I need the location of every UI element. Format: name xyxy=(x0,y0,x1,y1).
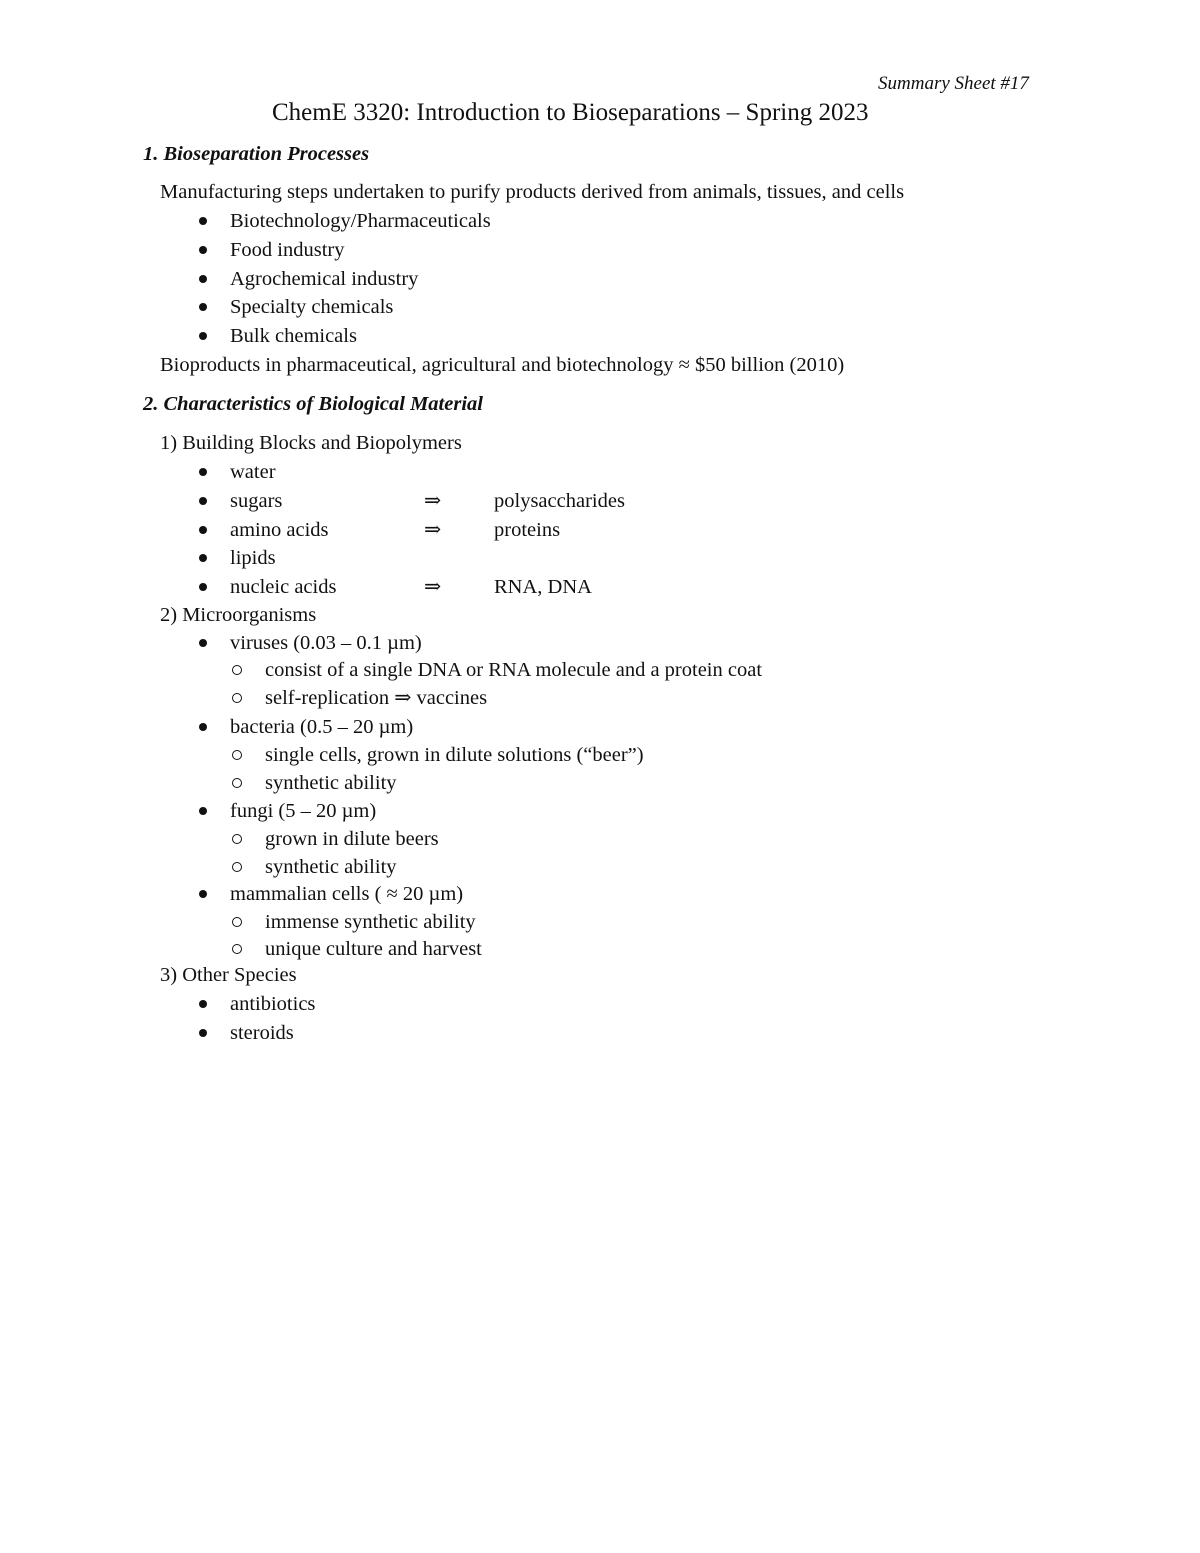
list-item: Biotechnology/Pharmaceuticals xyxy=(230,210,491,232)
hollow-bullet-icon xyxy=(232,917,242,927)
bullet-icon xyxy=(199,468,207,476)
bullet-icon xyxy=(199,303,207,311)
summary-sheet-label: Summary Sheet #17 xyxy=(878,73,1029,94)
list-subitem: immense synthetic ability xyxy=(265,911,476,933)
list-item: Agrochemical industry xyxy=(230,268,419,290)
list-item: sugars ⇒ polysaccharides xyxy=(230,490,625,512)
bullet-icon xyxy=(199,554,207,562)
subsection-label-1: 1) Building Blocks and Biopolymers xyxy=(160,432,462,454)
list-subitem: unique culture and harvest xyxy=(265,938,482,960)
document-title: ChemE 3320: Introduction to Bioseparations – Spring 2023 xyxy=(272,99,869,126)
list-subitem: synthetic ability xyxy=(265,856,397,878)
hollow-bullet-icon xyxy=(232,944,242,954)
list-subitem: synthetic ability xyxy=(265,772,397,794)
hollow-bullet-icon xyxy=(232,665,242,675)
hollow-bullet-icon xyxy=(232,862,242,872)
list-subitem: self-replication ⇒ vaccines xyxy=(265,687,488,709)
section-1-intro: Manufacturing steps undertaken to purify products derived from animals, tissues, and cells xyxy=(160,181,905,203)
list-subitem: consist of a single DNA or RNA molecule and a protein coat xyxy=(265,659,763,681)
bullet-icon xyxy=(199,275,207,283)
section-heading-1: 1. Bioseparation Processes xyxy=(143,143,370,165)
list-item: Food industry xyxy=(230,239,345,261)
list-item: viruses (0.03 – 0.1 µm) xyxy=(230,632,422,654)
list-item: lipids xyxy=(230,547,276,569)
hollow-bullet-icon xyxy=(232,693,242,703)
list-item: Bulk chemicals xyxy=(230,325,357,347)
bullet-icon xyxy=(199,723,207,731)
list-item: antibiotics xyxy=(230,993,316,1015)
list-item: steroids xyxy=(230,1022,294,1044)
list-item: water xyxy=(230,461,276,483)
list-item: Specialty chemicals xyxy=(230,296,394,318)
subsection-label-3: 3) Other Species xyxy=(160,964,297,986)
list-subitem: single cells, grown in dilute solutions (“beer”) xyxy=(265,744,644,766)
list-item: bacteria (0.5 – 20 µm) xyxy=(230,716,414,738)
bullet-icon xyxy=(199,890,207,898)
implies-arrow-icon: ⇒ xyxy=(424,519,442,541)
bullet-icon xyxy=(199,807,207,815)
list-item: fungi (5 – 20 µm) xyxy=(230,800,377,822)
bullet-icon xyxy=(199,497,207,505)
list-item: nucleic acids ⇒ RNA, DNA xyxy=(230,576,592,598)
list-item: amino acids ⇒ proteins xyxy=(230,519,561,541)
implies-arrow-icon: ⇒ xyxy=(424,576,442,598)
bullet-icon xyxy=(199,332,207,340)
bullet-icon xyxy=(199,526,207,534)
bullet-icon xyxy=(199,246,207,254)
hollow-bullet-icon xyxy=(232,778,242,788)
list-item: mammalian cells ( ≈ 20 µm) xyxy=(230,883,464,905)
hollow-bullet-icon xyxy=(232,834,242,844)
bullet-icon xyxy=(199,639,207,647)
implies-arrow-icon: ⇒ xyxy=(424,490,442,512)
bullet-icon xyxy=(199,1029,207,1037)
list-subitem: grown in dilute beers xyxy=(265,828,439,850)
hollow-bullet-icon xyxy=(232,750,242,760)
section-heading-2: 2. Characteristics of Biological Material xyxy=(143,393,483,415)
subsection-label-2: 2) Microorganisms xyxy=(160,604,317,626)
bullet-icon xyxy=(199,1000,207,1008)
market-value-note: Bioproducts in pharmaceutical, agricultural and biotechnology ≈ $50 billion (2010) xyxy=(160,354,845,376)
bullet-icon xyxy=(199,217,207,225)
bullet-icon xyxy=(199,583,207,591)
